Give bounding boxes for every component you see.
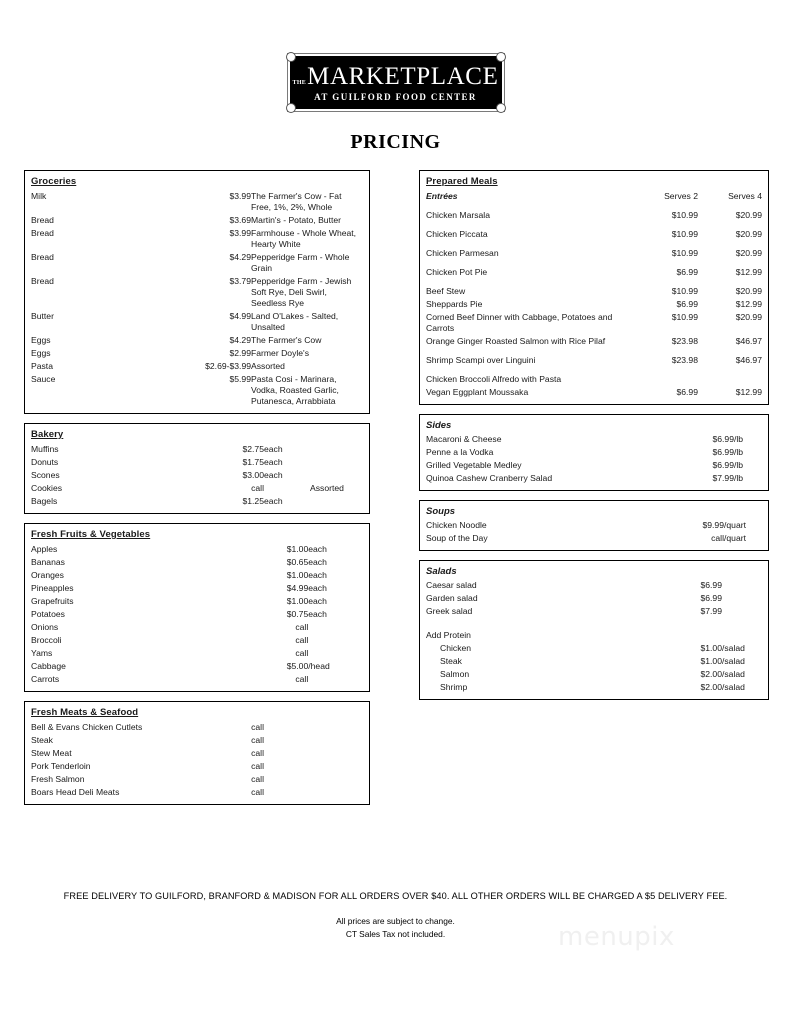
item-name: Broccoli (31, 635, 62, 645)
disclaimer-line-2: CT Sales Tax not included. (345, 929, 446, 939)
spacer-cell (670, 629, 722, 642)
logo-name: MARKETPLACE (307, 62, 499, 90)
item-unit: each (264, 496, 283, 506)
disclaimer-line-1: All prices are subject to change. (336, 916, 455, 926)
logo-corner-top-left-icon (286, 52, 296, 62)
item-unit: /head (308, 661, 330, 671)
meats-heading: Fresh Meats & Seafood (31, 707, 139, 718)
item-price: $1.00 (286, 544, 309, 554)
item-price: $6.99 (712, 434, 734, 444)
item-note: Land O'Lakes - Salted, Unsalted (251, 311, 339, 332)
table-row (426, 655, 762, 668)
item-spacer (264, 760, 363, 773)
item-price: $3.69 (229, 215, 251, 225)
item-name: Macaroni & Cheese (426, 434, 502, 444)
logo-corner-bottom-right-icon (496, 103, 506, 113)
table-row (426, 311, 762, 335)
panel-bakery (24, 423, 370, 514)
item-price-serves-2: $10.99 (671, 286, 698, 296)
table-row (426, 532, 762, 545)
logo-corner-bottom-left-icon (286, 103, 296, 113)
item-price-serves-4: $20.99 (735, 210, 762, 220)
table-row (426, 279, 762, 298)
item-name: Bell & Evans Chicken Cutlets (31, 722, 143, 732)
item-price-serves-4: $46.97 (735, 355, 762, 365)
item-note (310, 443, 363, 456)
table-row (31, 190, 363, 214)
table-row (31, 595, 363, 608)
left-column (24, 170, 370, 814)
item-unit (722, 579, 762, 592)
item-note: Farmer Doyle's (251, 348, 309, 358)
table-row (426, 681, 762, 694)
item-unit: /salad (722, 682, 745, 692)
logo-the-label: THE (292, 79, 307, 86)
item-unit: /lb (734, 434, 744, 444)
item-name: Steak (31, 735, 53, 745)
table-row (31, 482, 363, 495)
item-name: Bread (31, 215, 54, 225)
item-name: Bread (31, 276, 54, 286)
item-unit: each (308, 583, 327, 593)
item-name: Chicken Piccata (426, 229, 488, 239)
item-spacer (264, 721, 363, 734)
item-name: Chicken Pot Pie (426, 267, 488, 277)
table-row (31, 556, 363, 569)
item-unit: /salad (722, 656, 745, 666)
item-price-serves-4: $12.99 (735, 267, 762, 277)
item-name: Eggs (31, 335, 51, 345)
table-row (31, 310, 363, 334)
entrees-subheading: Entrées (426, 191, 458, 201)
table-row (426, 433, 762, 446)
logo-subtitle: AT GUILFORD FOOD CENTER (314, 91, 477, 102)
item-name: Chicken Parmesan (426, 248, 499, 258)
item-price: $2.99 (229, 348, 251, 358)
item-name: Carrots (31, 674, 60, 684)
item-price: call (295, 635, 309, 645)
item-name: Shrimp (440, 682, 468, 692)
table-row (31, 214, 363, 227)
item-name: Greek salad (426, 606, 473, 616)
table-row (31, 347, 363, 360)
item-price: $4.29 (229, 252, 251, 262)
item-name: Potatoes (31, 609, 65, 619)
item-unit: each (308, 544, 327, 554)
table-row (426, 203, 762, 222)
spacer-row (426, 618, 762, 629)
table-row (426, 579, 762, 592)
spacer-cell (722, 618, 762, 629)
item-note (310, 456, 363, 469)
table-row (31, 569, 363, 582)
item-name: Cookies (31, 483, 63, 493)
item-price-serves-2: $10.99 (671, 229, 698, 239)
item-price: call (295, 674, 309, 684)
entrees-table (426, 190, 762, 399)
item-price: $1.00 (286, 596, 309, 606)
item-name: Penne a la Vodka (426, 447, 494, 457)
brand-logo (0, 54, 791, 111)
table-row (426, 367, 762, 386)
item-price: $1.00 (286, 570, 309, 580)
table-row (31, 721, 363, 734)
item-name: Salmon (440, 669, 470, 679)
item-name: Garden salad (426, 593, 478, 603)
item-name: Chicken Broccoli Alfredo with Pasta (426, 374, 562, 384)
panel-salads (419, 560, 769, 700)
produce-heading: Fresh Fruits & Vegetables (31, 529, 151, 540)
table-row (31, 608, 363, 621)
menupix-watermark: menupix (558, 922, 675, 952)
item-name: Boars Head Deli Meats (31, 787, 120, 797)
item-name: Donuts (31, 457, 59, 467)
table-row (31, 373, 363, 408)
table-row (31, 469, 363, 482)
item-price: call (295, 648, 309, 658)
item-name: Milk (31, 191, 47, 201)
delivery-notice: FREE DELIVERY TO GUILFORD, BRANFORD & MADISON FOR ALL ORDERS OVER $40. ALL OTHER ORDERS WILL BE CHARGED A $5 DELIVERY FEE. (63, 891, 728, 901)
item-name: Bread (31, 252, 54, 262)
item-price: call (251, 774, 264, 784)
item-name: Corned Beef Dinner with Cabbage, Potatoes and Carrots (426, 312, 613, 333)
spacer-cell (670, 618, 722, 629)
item-price-serves-4: $46.97 (735, 336, 762, 346)
item-name: Soup of the Day (426, 533, 488, 543)
panel-sides (419, 414, 769, 491)
table-row (426, 446, 762, 459)
table-row (31, 621, 363, 634)
item-unit: each (308, 557, 327, 567)
table-row (31, 760, 363, 773)
item-price-serves-2: $6.99 (676, 299, 698, 309)
item-name: Pineapples (31, 583, 74, 593)
item-price: call (295, 622, 309, 632)
item-price: $2.00 (700, 682, 722, 692)
item-unit: each (264, 470, 283, 480)
item-price-serves-4 (698, 367, 762, 386)
groceries-table (31, 190, 363, 408)
item-price: $1.25 (242, 496, 264, 506)
item-price: call (251, 761, 264, 771)
item-price-serves-2: $6.99 (676, 267, 698, 277)
salads-heading: Salads (426, 566, 457, 577)
item-name: Sheppards Pie (426, 299, 483, 309)
item-price: call (711, 533, 724, 543)
item-name: Bagels (31, 496, 58, 506)
item-name: Stew Meat (31, 748, 72, 758)
item-price: $5.00 (286, 661, 309, 671)
right-column (419, 170, 769, 709)
item-spacer (264, 786, 363, 799)
item-price: $6.99 (712, 447, 734, 457)
item-price-serves-2: $10.99 (671, 210, 698, 220)
item-price-serves-4: $20.99 (735, 229, 762, 239)
item-unit: /lb (734, 473, 744, 483)
table-row (31, 456, 363, 469)
item-name: Orange Ginger Roasted Salmon with Rice Pilaf (426, 336, 606, 346)
item-price: $9.99 (702, 520, 724, 530)
add-protein-row (426, 629, 762, 642)
item-name: Steak (440, 656, 462, 666)
table-row (31, 773, 363, 786)
item-unit (308, 647, 363, 660)
item-note: The Farmer's Cow (251, 335, 322, 345)
item-price-serves-4: $20.99 (735, 286, 762, 296)
spacer-cell (426, 618, 670, 629)
logo-corner-top-right-icon (496, 52, 506, 62)
table-row (426, 241, 762, 260)
table-row (426, 335, 762, 348)
item-price: $4.99 (286, 583, 309, 593)
column-header-serves-2: Serves 2 (664, 191, 698, 201)
item-name: Yams (31, 648, 53, 658)
panel-fresh-fruits-vegetables (24, 523, 370, 692)
item-price: $6.99 (712, 460, 734, 470)
item-unit: /salad (722, 669, 745, 679)
item-note: The Farmer's Cow - Fat Free, 1%, 2%, Whole (251, 191, 342, 212)
table-row (31, 334, 363, 347)
item-price: $4.29 (229, 335, 251, 345)
item-price: $6.99 (700, 593, 722, 603)
salads-table (426, 579, 762, 694)
item-name: Caesar salad (426, 580, 477, 590)
item-price-serves-4: $20.99 (735, 312, 762, 322)
item-name: Eggs (31, 348, 51, 358)
item-price: $3.00 (242, 470, 264, 480)
item-price-serves-4: $12.99 (735, 387, 762, 397)
item-price: call (251, 735, 264, 745)
item-unit (722, 592, 762, 605)
item-unit: /quart (724, 533, 746, 543)
table-row (426, 668, 762, 681)
item-note: Martin's - Potato, Butter (251, 215, 341, 225)
item-price: $0.65 (286, 557, 309, 567)
item-unit (722, 605, 762, 618)
logo-wordmark (293, 64, 499, 89)
sides-table (426, 433, 762, 485)
groceries-heading: Groceries (31, 176, 77, 187)
item-price: $0.75 (286, 609, 309, 619)
item-unit (264, 482, 310, 495)
item-note (310, 469, 363, 482)
table-row (426, 260, 762, 279)
table-row (426, 298, 762, 311)
item-price-serves-2: $23.98 (671, 336, 698, 346)
item-price-serves-4: $12.99 (735, 299, 762, 309)
prepared-meals-heading: Prepared Meals (426, 176, 498, 187)
panel-fresh-meats-seafood (24, 701, 370, 805)
item-note: Pepperidge Farm - Whole Grain (251, 252, 350, 273)
item-name: Chicken (440, 643, 472, 653)
item-unit (308, 673, 363, 686)
logo-plate (288, 54, 504, 111)
table-row (31, 647, 363, 660)
table-row (31, 734, 363, 747)
item-note: Farmhouse - Whole Wheat, Hearty White (251, 228, 357, 249)
item-name: Pasta (31, 361, 53, 371)
item-name: Pork Tenderloin (31, 761, 91, 771)
item-note: Assorted (310, 483, 344, 493)
item-note: Pepperidge Farm - Jewish Soft Rye, Deli Swirl, Seedless Rye (251, 276, 352, 308)
add-protein-label: Add Protein (426, 630, 471, 640)
table-row (31, 786, 363, 799)
item-unit: /lb (734, 447, 744, 457)
item-name: Bananas (31, 557, 65, 567)
table-row (31, 747, 363, 760)
table-row (426, 472, 762, 485)
table-row (31, 251, 363, 275)
item-price: $1.00 (700, 643, 722, 653)
item-price-serves-4: $20.99 (735, 248, 762, 258)
sides-heading: Sides (426, 420, 452, 431)
item-price: $1.00 (700, 656, 722, 666)
item-price-serves-2 (640, 367, 698, 386)
item-price: $1.75 (242, 457, 264, 467)
item-spacer (264, 747, 363, 760)
item-name: Onions (31, 622, 59, 632)
item-price-serves-2: $10.99 (671, 248, 698, 258)
item-name: Oranges (31, 570, 64, 580)
spacer-cell (722, 629, 762, 642)
item-price: $3.99 (229, 228, 251, 238)
page-title: PRICING (350, 131, 441, 153)
item-name: Chicken Noodle (426, 520, 487, 530)
item-price: call (251, 483, 264, 493)
item-name: Grilled Vegetable Medley (426, 460, 522, 470)
panel-groceries (24, 170, 370, 414)
item-name: Sauce (31, 374, 56, 384)
table-row (31, 443, 363, 456)
item-name: Quinoa Cashew Cranberry Salad (426, 473, 553, 483)
item-price: $4.99 (229, 311, 251, 321)
item-name: Scones (31, 470, 60, 480)
table-row (31, 543, 363, 556)
table-row (426, 459, 762, 472)
entrees-header-row (426, 190, 762, 203)
item-price: $7.99 (712, 473, 734, 483)
item-name: Cabbage (31, 661, 66, 671)
meats-table (31, 721, 363, 799)
item-price: call (251, 787, 264, 797)
table-row (426, 519, 762, 532)
item-name: Vegan Eggplant Moussaka (426, 387, 529, 397)
table-row (426, 386, 762, 399)
item-unit (308, 634, 363, 647)
item-name: Chicken Marsala (426, 210, 490, 220)
item-unit: each (264, 444, 283, 454)
item-unit: /quart (724, 520, 746, 530)
table-row (31, 634, 363, 647)
table-row (426, 592, 762, 605)
item-name: Grapefruits (31, 596, 74, 606)
item-name: Apples (31, 544, 58, 554)
item-price: $2.69-$3.99 (205, 361, 251, 371)
produce-table (31, 543, 363, 686)
table-row (426, 642, 762, 655)
table-row (31, 495, 363, 508)
item-price: call (251, 722, 264, 732)
table-row (426, 605, 762, 618)
table-row (31, 673, 363, 686)
item-price: call (251, 748, 264, 758)
item-price: $6.99 (700, 580, 722, 590)
item-unit: each (308, 596, 327, 606)
item-name: Beef Stew (426, 286, 466, 296)
table-row (31, 360, 363, 373)
logo-the-text (293, 80, 307, 86)
item-name: Butter (31, 311, 54, 321)
table-row (31, 582, 363, 595)
item-spacer (264, 734, 363, 747)
table-row (31, 275, 363, 310)
item-name: Shrimp Scampi over Linguini (426, 355, 536, 365)
item-price: $2.75 (242, 444, 264, 454)
table-row (31, 227, 363, 251)
item-name: Fresh Salmon (31, 774, 85, 784)
item-price: $2.00 (700, 669, 722, 679)
item-price: $3.99 (229, 191, 251, 201)
item-price-serves-2: $10.99 (671, 312, 698, 322)
table-row (31, 660, 363, 673)
item-note: Pasta Cosi - Marinara, Vodka, Roasted Garlic, Putanesca, Arrabbiata (251, 374, 339, 406)
bakery-table (31, 443, 363, 508)
item-unit: each (308, 609, 327, 619)
table-row (426, 348, 762, 367)
item-unit (308, 621, 363, 634)
item-name: Muffins (31, 444, 59, 454)
item-unit: each (264, 457, 283, 467)
item-spacer (264, 773, 363, 786)
item-unit: /salad (722, 643, 745, 653)
item-price: $3.79 (229, 276, 251, 286)
item-price-serves-2: $6.99 (676, 387, 698, 397)
soups-heading: Soups (426, 506, 456, 517)
bakery-heading: Bakery (31, 429, 64, 440)
item-price: $5.99 (229, 374, 251, 384)
item-price-serves-2: $23.98 (671, 355, 698, 365)
item-note (310, 495, 363, 508)
panel-soups (419, 500, 769, 551)
table-row (426, 222, 762, 241)
soups-table (426, 519, 762, 545)
column-header-serves-4: Serves 4 (728, 191, 762, 201)
item-price: $7.99 (700, 606, 722, 616)
item-unit: each (308, 570, 327, 580)
panel-prepared-meals (419, 170, 769, 405)
item-name: Bread (31, 228, 54, 238)
item-unit: /lb (734, 460, 744, 470)
item-note: Assorted (251, 361, 285, 371)
